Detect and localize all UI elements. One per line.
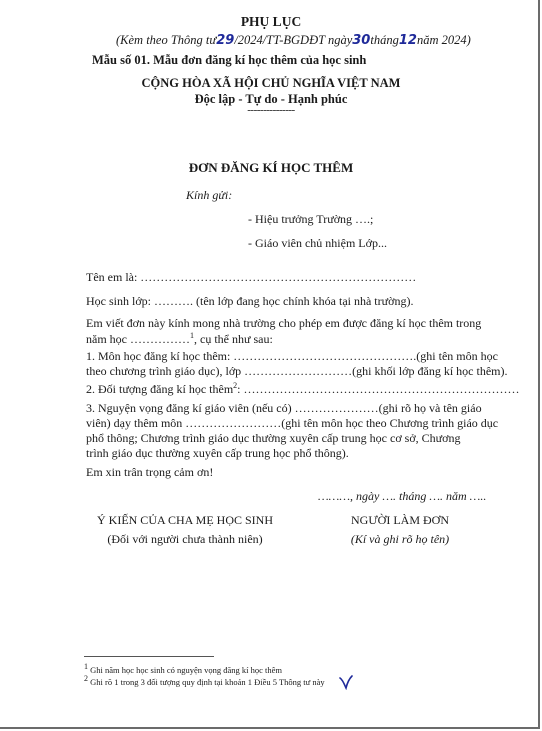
attach-prefix: (Kèm theo Thông tư bbox=[116, 33, 217, 47]
parent-opinion-title: Ý KIẾN CỦA CHA MẸ HỌC SINH bbox=[96, 513, 273, 527]
request-line-2: năm học ……………$^1$, cụ thể như sau: bbox=[86, 331, 273, 346]
item3-line-3: phổ thông; Chương trình giáo dục thường xuyên cấp trung học cơ sở, Chương bbox=[86, 431, 461, 445]
attach-number-handwritten: 29 bbox=[216, 33, 235, 48]
footnote-divider bbox=[84, 656, 214, 657]
thanks-line: Em xin trân trọng cảm ơn! bbox=[86, 465, 214, 479]
greeting-label: Kính gửi: bbox=[186, 188, 233, 202]
attach-suffix: năm 2024) bbox=[416, 33, 471, 47]
document-title: ĐƠN ĐĂNG KÍ HỌC THÊM bbox=[188, 160, 354, 175]
national-title: CỘNG HÒA XÃ HỘI CHỦ NGHĨA VIỆT NAM bbox=[141, 76, 401, 90]
item3-line-4: trình giáo dục thường xuyên cấp trung học phổ thông). bbox=[86, 446, 349, 460]
footnote-2: $^2$ Ghi rõ 1 trong 3 đối tượng quy định tại khoản 1 Điều 5 Thông tư này bbox=[84, 674, 325, 687]
attach-day-handwritten: 30 bbox=[352, 33, 371, 48]
attach-mid2: tháng bbox=[370, 33, 399, 47]
footnote-ref-2: 2 bbox=[233, 381, 238, 390]
handwritten-mark-icon bbox=[339, 674, 353, 690]
national-motto: Độc lập - Tự do - Hạnh phúc bbox=[194, 92, 348, 106]
student-name-line: Tên em là: …………………………………………………………… bbox=[86, 270, 417, 284]
footnote-ref-1: 1 bbox=[190, 331, 194, 340]
attach-mid1: /2024/TT-BGDĐT ngày bbox=[234, 33, 353, 47]
form-number: Mẫu số 01. Mẫu đơn đăng kí học thêm của học sinh bbox=[92, 53, 367, 67]
applicant-title: NGƯỜI LÀM ĐƠN bbox=[351, 513, 449, 527]
appendix-attach-line bbox=[116, 33, 471, 48]
recipient-homeroom-teacher: - Giáo viên chủ nhiệm Lớp... bbox=[248, 236, 387, 250]
parent-opinion-note: (Đối với người chưa thành niên) bbox=[107, 532, 263, 546]
item2-line: 2. Đối tượng đăng kí học thêm$^2$: …………………………………………………………… bbox=[86, 381, 520, 396]
item3-line-1: 3. Nguyện vọng đăng kí giáo viên (nếu có) …………………(ghi rõ họ và tên giáo bbox=[86, 401, 482, 415]
recipient-principal: - Hiệu trưởng Trường ….; bbox=[248, 212, 374, 226]
footnote-1: $^1$ Ghi năm học học sinh có nguyện vọng đăng kí học thêm bbox=[84, 662, 283, 675]
date-line: ………, ngày …. tháng …. năm ….. bbox=[318, 489, 487, 503]
attach-month-handwritten: 12 bbox=[398, 33, 417, 48]
applicant-note: (Kí và ghi rõ họ tên) bbox=[350, 532, 450, 546]
item1-line-1: 1. Môn học đăng kí học thêm: ……………………………………….(ghi tên môn học bbox=[86, 349, 498, 363]
item3-line-2: viên) dạy thêm môn ……………………(ghi tên môn học theo Chương trình giáo dục bbox=[86, 416, 499, 430]
request-line-1: Em viết đơn này kính mong nhà trường cho phép em được đăng kí học thêm trong bbox=[86, 316, 482, 330]
item1-line-2: theo chương trình giáo dục), lớp ………………………(ghi khối lớp đăng kí học thêm). bbox=[86, 364, 508, 378]
appendix-title: PHỤ LỤC bbox=[240, 14, 302, 29]
motto-divider: --------------- bbox=[247, 104, 295, 116]
student-class-line: Học sinh lớp: ………. (tên lớp đang học chính khóa tại nhà trường). bbox=[86, 294, 414, 308]
